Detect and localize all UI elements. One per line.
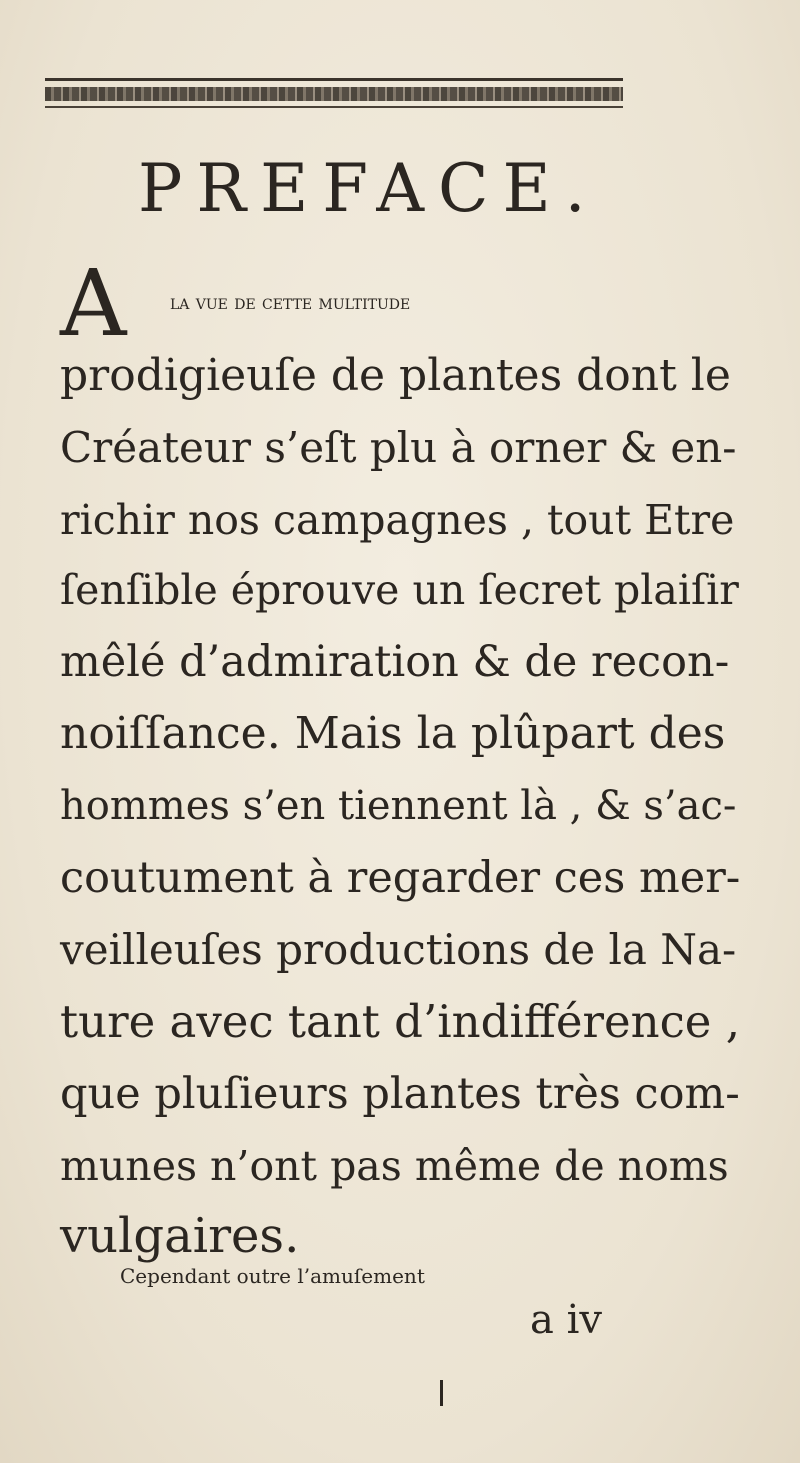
text-line: mêlé d’admiration & de recon- [60,637,730,687]
text-line: ſenſible éprouve un ſecret plaiſir [60,566,739,614]
text-line: veilleuſes productions de la Na- [60,925,737,974]
page-title: PREFACE. [138,150,600,227]
text-line: noiſſance. Mais la plûpart des [60,708,726,759]
text-line: prodigieuſe de plantes dont le [60,350,731,401]
text-line: richir nos campagnes , tout Etre [60,496,735,544]
text-line: coutument à regarder ces mer- [60,853,741,903]
text-line: ture avec tant d’indifférence , [60,995,741,1048]
header-ornament [45,78,623,130]
text-line: Cependant outre l’amuſement [120,1264,425,1288]
text-line: hommes s’en tiennent là , & s’ac- [60,783,737,829]
text-line: Créateur s’eſt plu à orner & en- [60,423,737,472]
text-line: munes n’ont pas même de noms [60,1142,729,1190]
catchword: a iv [530,1297,602,1343]
drop-cap: A [60,250,127,357]
text-line: vulgaires. [60,1208,300,1264]
ink-mark [440,1380,443,1406]
text-line: que pluſieurs plantes très com- [60,1069,740,1119]
text-line: la vue de cette multitude [170,290,411,314]
